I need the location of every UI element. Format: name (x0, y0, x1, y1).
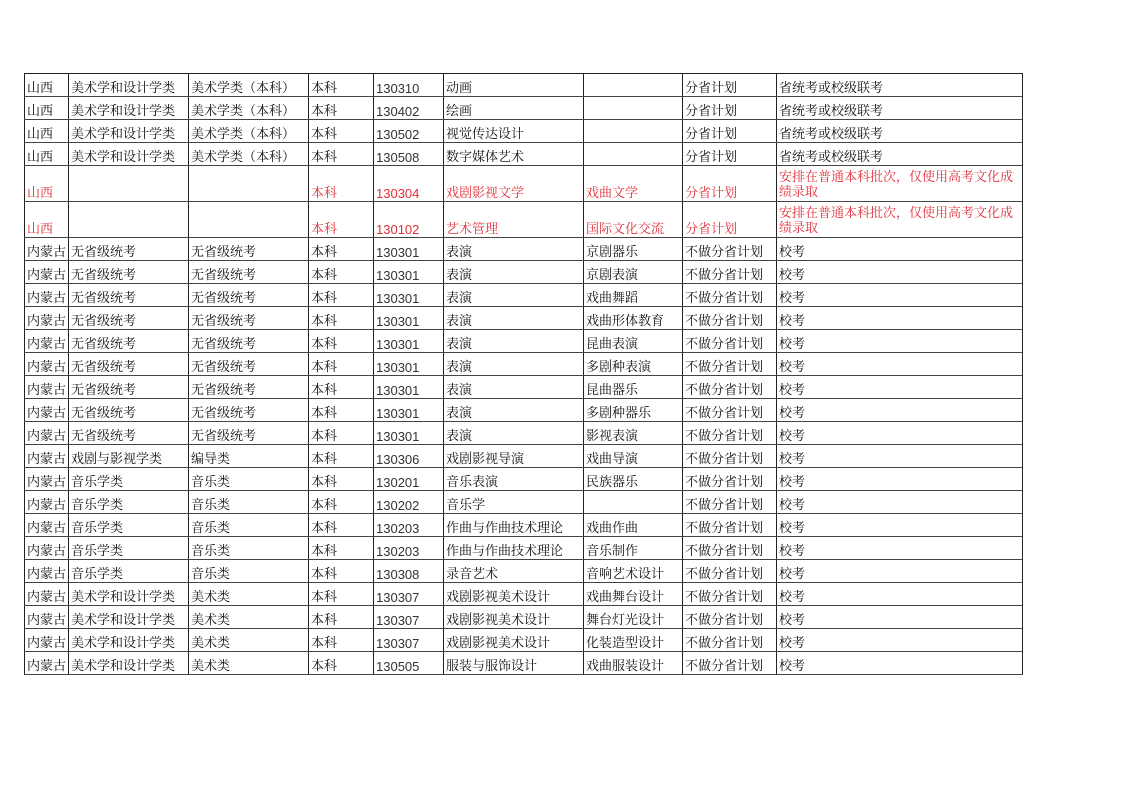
cell-plan-type[interactable]: 分省计划 (683, 202, 777, 238)
cell-exam-type[interactable]: 校考 (777, 238, 1023, 261)
cell-major-name[interactable]: 表演 (444, 261, 584, 284)
cell-category[interactable] (69, 166, 189, 202)
cell-exam-type[interactable]: 校考 (777, 652, 1023, 675)
table-row (25, 399, 1023, 422)
table-row (25, 652, 1023, 675)
cell-major-code[interactable]: 130307 (374, 629, 444, 652)
cell-subcategory[interactable]: 美术类 (189, 652, 309, 675)
cell-major-name[interactable]: 动画 (444, 74, 584, 97)
cell-level[interactable]: 本科 (309, 353, 374, 376)
cell-major-name[interactable]: 表演 (444, 422, 584, 445)
cell-category[interactable]: 无省级统考 (69, 261, 189, 284)
cell-category[interactable]: 无省级统考 (69, 376, 189, 399)
cell-direction[interactable]: 戏曲舞台设计 (584, 583, 683, 606)
cell-direction[interactable]: 民族器乐 (584, 468, 683, 491)
cell-subcategory[interactable]: 音乐类 (189, 537, 309, 560)
cell-plan-type[interactable]: 分省计划 (683, 74, 777, 97)
cell-plan-type[interactable]: 分省计划 (683, 166, 777, 202)
cell-exam-type[interactable]: 校考 (777, 560, 1023, 583)
cell-exam-type[interactable]: 省统考或校级联考 (777, 74, 1023, 97)
cell-exam-type[interactable]: 校考 (777, 261, 1023, 284)
cell-direction[interactable]: 戏曲文学 (584, 166, 683, 202)
cell-subcategory[interactable]: 美术类 (189, 606, 309, 629)
cell-direction[interactable]: 音响艺术设计 (584, 560, 683, 583)
cell-plan-type[interactable]: 不做分省计划 (683, 376, 777, 399)
cell-province[interactable]: 内蒙古 (25, 307, 69, 330)
cell-level[interactable]: 本科 (309, 261, 374, 284)
cell-exam-type[interactable]: 校考 (777, 606, 1023, 629)
cell-major-name[interactable]: 音乐表演 (444, 468, 584, 491)
cell-plan-type[interactable]: 分省计划 (683, 120, 777, 143)
cell-plan-type[interactable]: 分省计划 (683, 97, 777, 120)
cell-major-code[interactable]: 130203 (374, 537, 444, 560)
cell-direction[interactable] (584, 143, 683, 166)
cell-level[interactable]: 本科 (309, 606, 374, 629)
cell-major-name[interactable]: 戏剧影视美术设计 (444, 629, 584, 652)
cell-subcategory[interactable]: 美术类 (189, 629, 309, 652)
cell-category[interactable]: 美术学和设计学类 (69, 120, 189, 143)
cell-subcategory[interactable]: 无省级统考 (189, 399, 309, 422)
cell-major-name[interactable]: 戏剧影视美术设计 (444, 583, 584, 606)
cell-subcategory[interactable]: 美术学类（本科） (189, 74, 309, 97)
cell-category[interactable]: 无省级统考 (69, 307, 189, 330)
cell-exam-type[interactable]: 校考 (777, 330, 1023, 353)
cell-province[interactable]: 山西 (25, 120, 69, 143)
cell-level[interactable]: 本科 (309, 468, 374, 491)
cell-major-name[interactable]: 录音艺术 (444, 560, 584, 583)
cell-subcategory[interactable]: 美术学类（本科） (189, 97, 309, 120)
cell-province[interactable]: 内蒙古 (25, 514, 69, 537)
cell-province[interactable]: 内蒙古 (25, 353, 69, 376)
cell-major-code[interactable]: 130310 (374, 74, 444, 97)
cell-subcategory[interactable]: 编导类 (189, 445, 309, 468)
cell-major-name[interactable]: 数字媒体艺术 (444, 143, 584, 166)
cell-direction[interactable] (584, 491, 683, 514)
cell-level[interactable]: 本科 (309, 583, 374, 606)
table-row (25, 491, 1023, 514)
table-row (25, 97, 1023, 120)
cell-direction[interactable]: 舞台灯光设计 (584, 606, 683, 629)
cell-subcategory[interactable] (189, 202, 309, 238)
cell-category[interactable]: 美术学和设计学类 (69, 629, 189, 652)
cell-major-code[interactable]: 130306 (374, 445, 444, 468)
cell-subcategory[interactable] (189, 166, 309, 202)
cell-major-code[interactable]: 130307 (374, 583, 444, 606)
cell-major-code[interactable]: 130301 (374, 422, 444, 445)
cell-subcategory[interactable]: 美术类 (189, 583, 309, 606)
cell-major-code[interactable]: 130301 (374, 284, 444, 307)
cell-major-name[interactable]: 表演 (444, 376, 584, 399)
cell-subcategory[interactable]: 无省级统考 (189, 330, 309, 353)
cell-exam-type[interactable]: 校考 (777, 284, 1023, 307)
cell-level[interactable]: 本科 (309, 307, 374, 330)
table-row (25, 583, 1023, 606)
cell-subcategory[interactable]: 音乐类 (189, 468, 309, 491)
cell-major-name[interactable]: 服装与服饰设计 (444, 652, 584, 675)
cell-level[interactable]: 本科 (309, 445, 374, 468)
cell-plan-type[interactable]: 不做分省计划 (683, 560, 777, 583)
table-row (25, 468, 1023, 491)
cell-plan-type[interactable]: 不做分省计划 (683, 652, 777, 675)
cell-category[interactable]: 音乐学类 (69, 491, 189, 514)
cell-major-code[interactable]: 130304 (374, 166, 444, 202)
cell-direction[interactable]: 京剧表演 (584, 261, 683, 284)
cell-plan-type[interactable]: 不做分省计划 (683, 606, 777, 629)
cell-major-code[interactable]: 130301 (374, 261, 444, 284)
cell-province[interactable]: 内蒙古 (25, 629, 69, 652)
cell-category[interactable]: 音乐学类 (69, 560, 189, 583)
cell-province[interactable]: 内蒙古 (25, 652, 69, 675)
cell-province[interactable]: 内蒙古 (25, 583, 69, 606)
cell-category[interactable]: 无省级统考 (69, 284, 189, 307)
cell-direction[interactable]: 国际文化交流 (584, 202, 683, 238)
cell-province[interactable]: 内蒙古 (25, 560, 69, 583)
cell-exam-type[interactable]: 省统考或校级联考 (777, 143, 1023, 166)
cell-province[interactable]: 内蒙古 (25, 491, 69, 514)
cell-province[interactable]: 内蒙古 (25, 399, 69, 422)
cell-plan-type[interactable]: 分省计划 (683, 143, 777, 166)
cell-major-code[interactable]: 130502 (374, 120, 444, 143)
cell-exam-type[interactable]: 校考 (777, 537, 1023, 560)
cell-level[interactable]: 本科 (309, 422, 374, 445)
cell-exam-type[interactable]: 安排在普通本科批次，仅使用高考文化成绩录取 (777, 166, 1023, 202)
cell-category[interactable]: 无省级统考 (69, 238, 189, 261)
cell-province[interactable]: 内蒙古 (25, 537, 69, 560)
cell-plan-type[interactable]: 不做分省计划 (683, 445, 777, 468)
cell-direction[interactable]: 戏曲舞蹈 (584, 284, 683, 307)
cell-level[interactable]: 本科 (309, 202, 374, 238)
table-row (25, 514, 1023, 537)
cell-category[interactable] (69, 202, 189, 238)
cell-category[interactable]: 美术学和设计学类 (69, 583, 189, 606)
cell-direction[interactable]: 戏曲导演 (584, 445, 683, 468)
admissions-table (24, 73, 1023, 675)
cell-level[interactable]: 本科 (309, 399, 374, 422)
cell-major-name[interactable]: 艺术管理 (444, 202, 584, 238)
cell-direction[interactable]: 戏曲形体教育 (584, 307, 683, 330)
cell-exam-type[interactable]: 校考 (777, 307, 1023, 330)
cell-exam-type[interactable]: 校考 (777, 399, 1023, 422)
cell-subcategory[interactable]: 音乐类 (189, 560, 309, 583)
cell-major-code[interactable]: 130308 (374, 560, 444, 583)
table-row (25, 560, 1023, 583)
cell-direction[interactable]: 京剧器乐 (584, 238, 683, 261)
cell-subcategory[interactable]: 无省级统考 (189, 376, 309, 399)
cell-subcategory[interactable]: 音乐类 (189, 491, 309, 514)
cell-major-name[interactable]: 表演 (444, 399, 584, 422)
cell-major-code[interactable]: 130301 (374, 399, 444, 422)
cell-level[interactable]: 本科 (309, 514, 374, 537)
table-row (25, 353, 1023, 376)
cell-direction[interactable]: 化装造型设计 (584, 629, 683, 652)
table-row (25, 422, 1023, 445)
cell-major-code[interactable]: 130301 (374, 353, 444, 376)
cell-plan-type[interactable]: 不做分省计划 (683, 261, 777, 284)
cell-major-code[interactable]: 130301 (374, 307, 444, 330)
cell-subcategory[interactable]: 无省级统考 (189, 353, 309, 376)
cell-exam-type[interactable]: 校考 (777, 445, 1023, 468)
cell-major-name[interactable]: 表演 (444, 307, 584, 330)
cell-exam-type[interactable]: 校考 (777, 583, 1023, 606)
cell-major-name[interactable]: 表演 (444, 353, 584, 376)
cell-major-name[interactable]: 戏剧影视文学 (444, 166, 584, 202)
cell-province[interactable]: 内蒙古 (25, 468, 69, 491)
cell-major-name[interactable]: 表演 (444, 330, 584, 353)
table-row (25, 202, 1023, 238)
cell-plan-type[interactable]: 不做分省计划 (683, 583, 777, 606)
cell-direction[interactable] (584, 120, 683, 143)
table-row (25, 166, 1023, 202)
cell-category[interactable]: 美术学和设计学类 (69, 74, 189, 97)
cell-level[interactable]: 本科 (309, 330, 374, 353)
cell-exam-type[interactable]: 省统考或校级联考 (777, 97, 1023, 120)
cell-subcategory[interactable]: 无省级统考 (189, 422, 309, 445)
cell-major-code[interactable]: 130201 (374, 468, 444, 491)
cell-province[interactable]: 内蒙古 (25, 376, 69, 399)
table-row (25, 606, 1023, 629)
cell-province[interactable]: 内蒙古 (25, 606, 69, 629)
cell-category[interactable]: 无省级统考 (69, 330, 189, 353)
cell-exam-type[interactable]: 校考 (777, 353, 1023, 376)
cell-major-code[interactable]: 130102 (374, 202, 444, 238)
cell-major-code[interactable]: 130301 (374, 330, 444, 353)
cell-subcategory[interactable]: 无省级统考 (189, 261, 309, 284)
cell-direction[interactable]: 戏曲作曲 (584, 514, 683, 537)
cell-province[interactable]: 山西 (25, 97, 69, 120)
cell-major-name[interactable]: 作曲与作曲技术理论 (444, 537, 584, 560)
cell-plan-type[interactable]: 不做分省计划 (683, 468, 777, 491)
cell-plan-type[interactable]: 不做分省计划 (683, 514, 777, 537)
table-row (25, 330, 1023, 353)
cell-level[interactable]: 本科 (309, 491, 374, 514)
cell-province[interactable]: 山西 (25, 166, 69, 202)
table-row (25, 143, 1023, 166)
cell-plan-type[interactable]: 不做分省计划 (683, 537, 777, 560)
cell-major-name[interactable]: 视觉传达设计 (444, 120, 584, 143)
cell-province[interactable]: 内蒙古 (25, 238, 69, 261)
cell-level[interactable]: 本科 (309, 120, 374, 143)
cell-plan-type[interactable]: 不做分省计划 (683, 491, 777, 514)
cell-category[interactable]: 无省级统考 (69, 422, 189, 445)
table-row (25, 629, 1023, 652)
cell-exam-type[interactable]: 校考 (777, 629, 1023, 652)
cell-level[interactable]: 本科 (309, 143, 374, 166)
table-row (25, 307, 1023, 330)
cell-subcategory[interactable]: 音乐类 (189, 514, 309, 537)
cell-level[interactable]: 本科 (309, 537, 374, 560)
cell-plan-type[interactable]: 不做分省计划 (683, 422, 777, 445)
cell-major-name[interactable]: 表演 (444, 284, 584, 307)
cell-category[interactable]: 音乐学类 (69, 468, 189, 491)
cell-exam-type[interactable]: 校考 (777, 514, 1023, 537)
cell-province[interactable]: 内蒙古 (25, 330, 69, 353)
cell-level[interactable]: 本科 (309, 376, 374, 399)
cell-exam-type[interactable]: 校考 (777, 422, 1023, 445)
cell-category[interactable]: 美术学和设计学类 (69, 606, 189, 629)
cell-level[interactable]: 本科 (309, 652, 374, 675)
table-body (25, 74, 1023, 675)
cell-category[interactable]: 音乐学类 (69, 514, 189, 537)
cell-category[interactable]: 无省级统考 (69, 399, 189, 422)
table-row (25, 445, 1023, 468)
cell-level[interactable]: 本科 (309, 74, 374, 97)
cell-direction[interactable]: 音乐制作 (584, 537, 683, 560)
cell-exam-type[interactable]: 校考 (777, 376, 1023, 399)
cell-major-code[interactable]: 130301 (374, 376, 444, 399)
cell-level[interactable]: 本科 (309, 166, 374, 202)
cell-category[interactable]: 无省级统考 (69, 353, 189, 376)
cell-plan-type[interactable]: 不做分省计划 (683, 238, 777, 261)
cell-province[interactable]: 内蒙古 (25, 284, 69, 307)
cell-major-code[interactable]: 130307 (374, 606, 444, 629)
cell-level[interactable]: 本科 (309, 97, 374, 120)
cell-category[interactable]: 美术学和设计学类 (69, 652, 189, 675)
cell-major-code[interactable]: 130508 (374, 143, 444, 166)
cell-subcategory[interactable]: 无省级统考 (189, 284, 309, 307)
cell-major-code[interactable]: 130402 (374, 97, 444, 120)
cell-province[interactable]: 内蒙古 (25, 445, 69, 468)
cell-exam-type[interactable]: 校考 (777, 468, 1023, 491)
cell-plan-type[interactable]: 不做分省计划 (683, 330, 777, 353)
cell-category[interactable]: 戏剧与影视学类 (69, 445, 189, 468)
cell-plan-type[interactable]: 不做分省计划 (683, 399, 777, 422)
cell-major-name[interactable]: 表演 (444, 238, 584, 261)
cell-plan-type[interactable]: 不做分省计划 (683, 284, 777, 307)
cell-exam-type[interactable]: 安排在普通本科批次，仅使用高考文化成绩录取 (777, 202, 1023, 238)
cell-direction[interactable] (584, 74, 683, 97)
cell-major-name[interactable]: 绘画 (444, 97, 584, 120)
cell-direction[interactable] (584, 97, 683, 120)
cell-major-name[interactable]: 戏剧影视美术设计 (444, 606, 584, 629)
cell-major-code[interactable]: 130203 (374, 514, 444, 537)
cell-direction[interactable]: 昆曲器乐 (584, 376, 683, 399)
cell-category[interactable]: 美术学和设计学类 (69, 97, 189, 120)
cell-category[interactable]: 美术学和设计学类 (69, 143, 189, 166)
cell-direction[interactable]: 多剧种表演 (584, 353, 683, 376)
cell-province[interactable]: 山西 (25, 143, 69, 166)
cell-direction[interactable]: 昆曲表演 (584, 330, 683, 353)
cell-subcategory[interactable]: 无省级统考 (189, 238, 309, 261)
cell-level[interactable]: 本科 (309, 629, 374, 652)
cell-subcategory[interactable]: 美术学类（本科） (189, 120, 309, 143)
cell-level[interactable]: 本科 (309, 238, 374, 261)
cell-direction[interactable]: 戏曲服装设计 (584, 652, 683, 675)
cell-major-name[interactable]: 音乐学 (444, 491, 584, 514)
table-row (25, 261, 1023, 284)
cell-level[interactable]: 本科 (309, 560, 374, 583)
table-row (25, 238, 1023, 261)
cell-category[interactable]: 音乐学类 (69, 537, 189, 560)
table-row (25, 74, 1023, 97)
cell-province[interactable]: 山西 (25, 74, 69, 97)
cell-major-name[interactable]: 作曲与作曲技术理论 (444, 514, 584, 537)
cell-exam-type[interactable]: 校考 (777, 491, 1023, 514)
cell-direction[interactable]: 影视表演 (584, 422, 683, 445)
cell-major-name[interactable]: 戏剧影视导演 (444, 445, 584, 468)
cell-plan-type[interactable]: 不做分省计划 (683, 629, 777, 652)
cell-major-code[interactable]: 130505 (374, 652, 444, 675)
table-row (25, 120, 1023, 143)
cell-major-code[interactable]: 130301 (374, 238, 444, 261)
cell-plan-type[interactable]: 不做分省计划 (683, 307, 777, 330)
cell-subcategory[interactable]: 无省级统考 (189, 307, 309, 330)
cell-major-code[interactable]: 130202 (374, 491, 444, 514)
cell-province[interactable]: 内蒙古 (25, 261, 69, 284)
table-row (25, 376, 1023, 399)
cell-subcategory[interactable]: 美术学类（本科） (189, 143, 309, 166)
cell-province[interactable]: 山西 (25, 202, 69, 238)
table-row (25, 284, 1023, 307)
cell-province[interactable]: 内蒙古 (25, 422, 69, 445)
cell-level[interactable]: 本科 (309, 284, 374, 307)
cell-direction[interactable]: 多剧种器乐 (584, 399, 683, 422)
table-row (25, 537, 1023, 560)
cell-exam-type[interactable]: 省统考或校级联考 (777, 120, 1023, 143)
cell-plan-type[interactable]: 不做分省计划 (683, 353, 777, 376)
